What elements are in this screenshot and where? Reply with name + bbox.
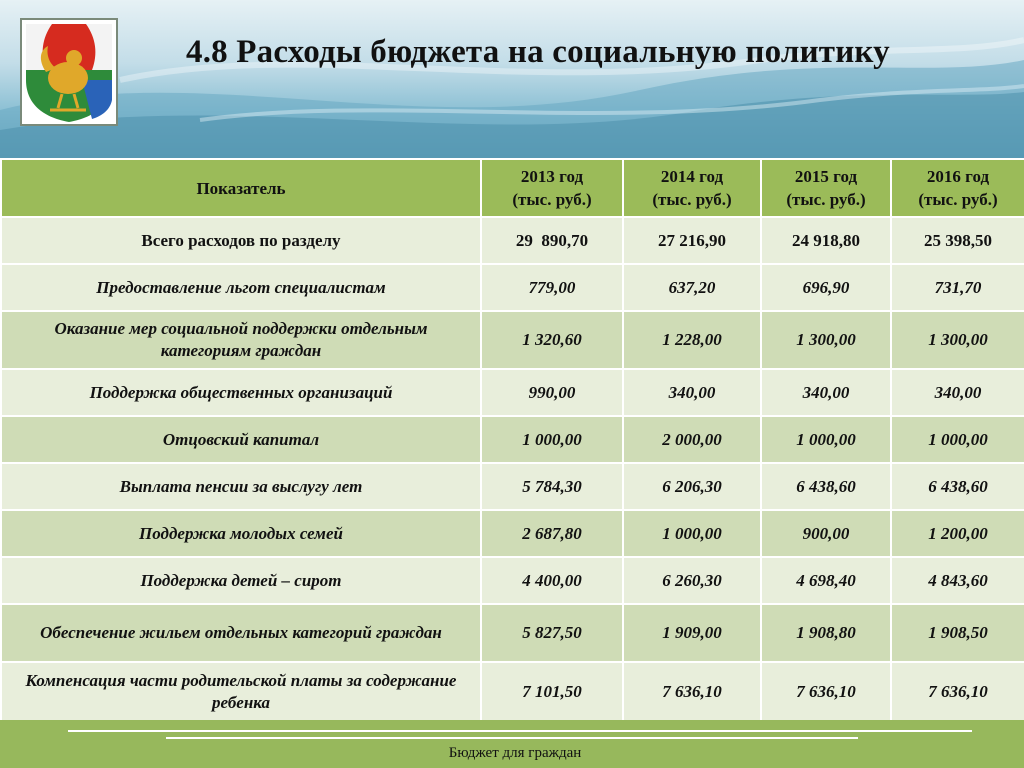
cell-2015: 1 000,00: [761, 416, 891, 463]
cell-2015: 24 918,80: [761, 217, 891, 264]
cell-2015: 1 908,80: [761, 604, 891, 662]
header-banner: [0, 0, 1024, 158]
footer-caption: Бюджет для граждан: [448, 745, 582, 761]
cell-2013: 779,00: [481, 264, 623, 311]
page-title: 4.8 Расходы бюджета на социальную политику: [186, 34, 890, 70]
cell-2013: 4 400,00: [481, 557, 623, 604]
column-header-2014: 2014 год (тыс. руб.): [623, 159, 761, 217]
table-row: [1, 463, 1024, 510]
cell-2015: 4 698,40: [761, 557, 891, 604]
row-label: Всего расходов по разделу: [1, 217, 481, 264]
cell-2015: 7 636,10: [761, 662, 891, 722]
cell-2013: 2 687,80: [481, 510, 623, 557]
cell-2016: 6 438,60: [891, 463, 1024, 510]
cell-2013: 990,00: [481, 369, 623, 416]
row-label: Поддержка общественных организаций: [1, 369, 481, 416]
table-row: [1, 369, 1024, 416]
cell-2016: 25 398,50: [891, 217, 1024, 264]
row-label: Поддержка молодых семей: [1, 510, 481, 557]
table-header-row: [1, 159, 1024, 217]
cell-2016: 7 636,10: [891, 662, 1024, 722]
row-label: Выплата пенсии за выслугу лет: [1, 463, 481, 510]
cell-2014: 1 000,00: [623, 510, 761, 557]
footer-divider: [68, 730, 972, 732]
column-header-2015: 2015 год (тыс. руб.): [761, 159, 891, 217]
table-row: [1, 217, 1024, 264]
row-label: Обеспечение жильем отдельных категорий граждан: [1, 604, 481, 662]
cell-2015: 1 300,00: [761, 311, 891, 369]
footer-bar: [0, 720, 1024, 768]
cell-2014: 27 216,90: [623, 217, 761, 264]
cell-2013: 5 827,50: [481, 604, 623, 662]
table-row: [1, 510, 1024, 557]
budget-table: [0, 158, 1024, 723]
cell-2016: 731,70: [891, 264, 1024, 311]
table-row: [1, 604, 1024, 662]
cell-2015: 900,00: [761, 510, 891, 557]
cell-2014: 6 206,30: [623, 463, 761, 510]
cell-2016: 4 843,60: [891, 557, 1024, 604]
row-label: Отцовский капитал: [1, 416, 481, 463]
table-row: [1, 311, 1024, 369]
cell-2016: 1 000,00: [891, 416, 1024, 463]
cell-2013: 1 000,00: [481, 416, 623, 463]
table-row: [1, 557, 1024, 604]
cell-2016: 1 200,00: [891, 510, 1024, 557]
row-label: Компенсация части родительской платы за содержание ребенка: [1, 662, 481, 722]
row-label: Предоставление льгот специалистам: [1, 264, 481, 311]
cell-2014: 637,20: [623, 264, 761, 311]
cell-2016: 1 300,00: [891, 311, 1024, 369]
column-header-2016: 2016 год (тыс. руб.): [891, 159, 1024, 217]
row-label: Оказание мер социальной поддержки отдельным категориям граждан: [1, 311, 481, 369]
cell-2014: 1 909,00: [623, 604, 761, 662]
cell-2014: 1 228,00: [623, 311, 761, 369]
cell-2015: 6 438,60: [761, 463, 891, 510]
column-header-2013: 2013 год (тыс. руб.): [481, 159, 623, 217]
column-header-indicator: Показатель: [1, 159, 481, 217]
cell-2014: 7 636,10: [623, 662, 761, 722]
coat-of-arms-icon: [20, 18, 118, 126]
cell-2016: 1 908,50: [891, 604, 1024, 662]
row-label: Поддержка детей – сирот: [1, 557, 481, 604]
cell-2014: 2 000,00: [623, 416, 761, 463]
table-row: [1, 662, 1024, 722]
cell-2015: 340,00: [761, 369, 891, 416]
cell-2016: 340,00: [891, 369, 1024, 416]
footer-divider: [166, 737, 858, 739]
cell-2013: 5 784,30: [481, 463, 623, 510]
cell-2014: 6 260,30: [623, 557, 761, 604]
table-row: [1, 416, 1024, 463]
cell-2013: 1 320,60: [481, 311, 623, 369]
table-row: [1, 264, 1024, 311]
wave-decoration: [0, 0, 1024, 158]
cell-2013: 7 101,50: [481, 662, 623, 722]
cell-2015: 696,90: [761, 264, 891, 311]
cell-2014: 340,00: [623, 369, 761, 416]
cell-2013: 29 890,70: [481, 217, 623, 264]
